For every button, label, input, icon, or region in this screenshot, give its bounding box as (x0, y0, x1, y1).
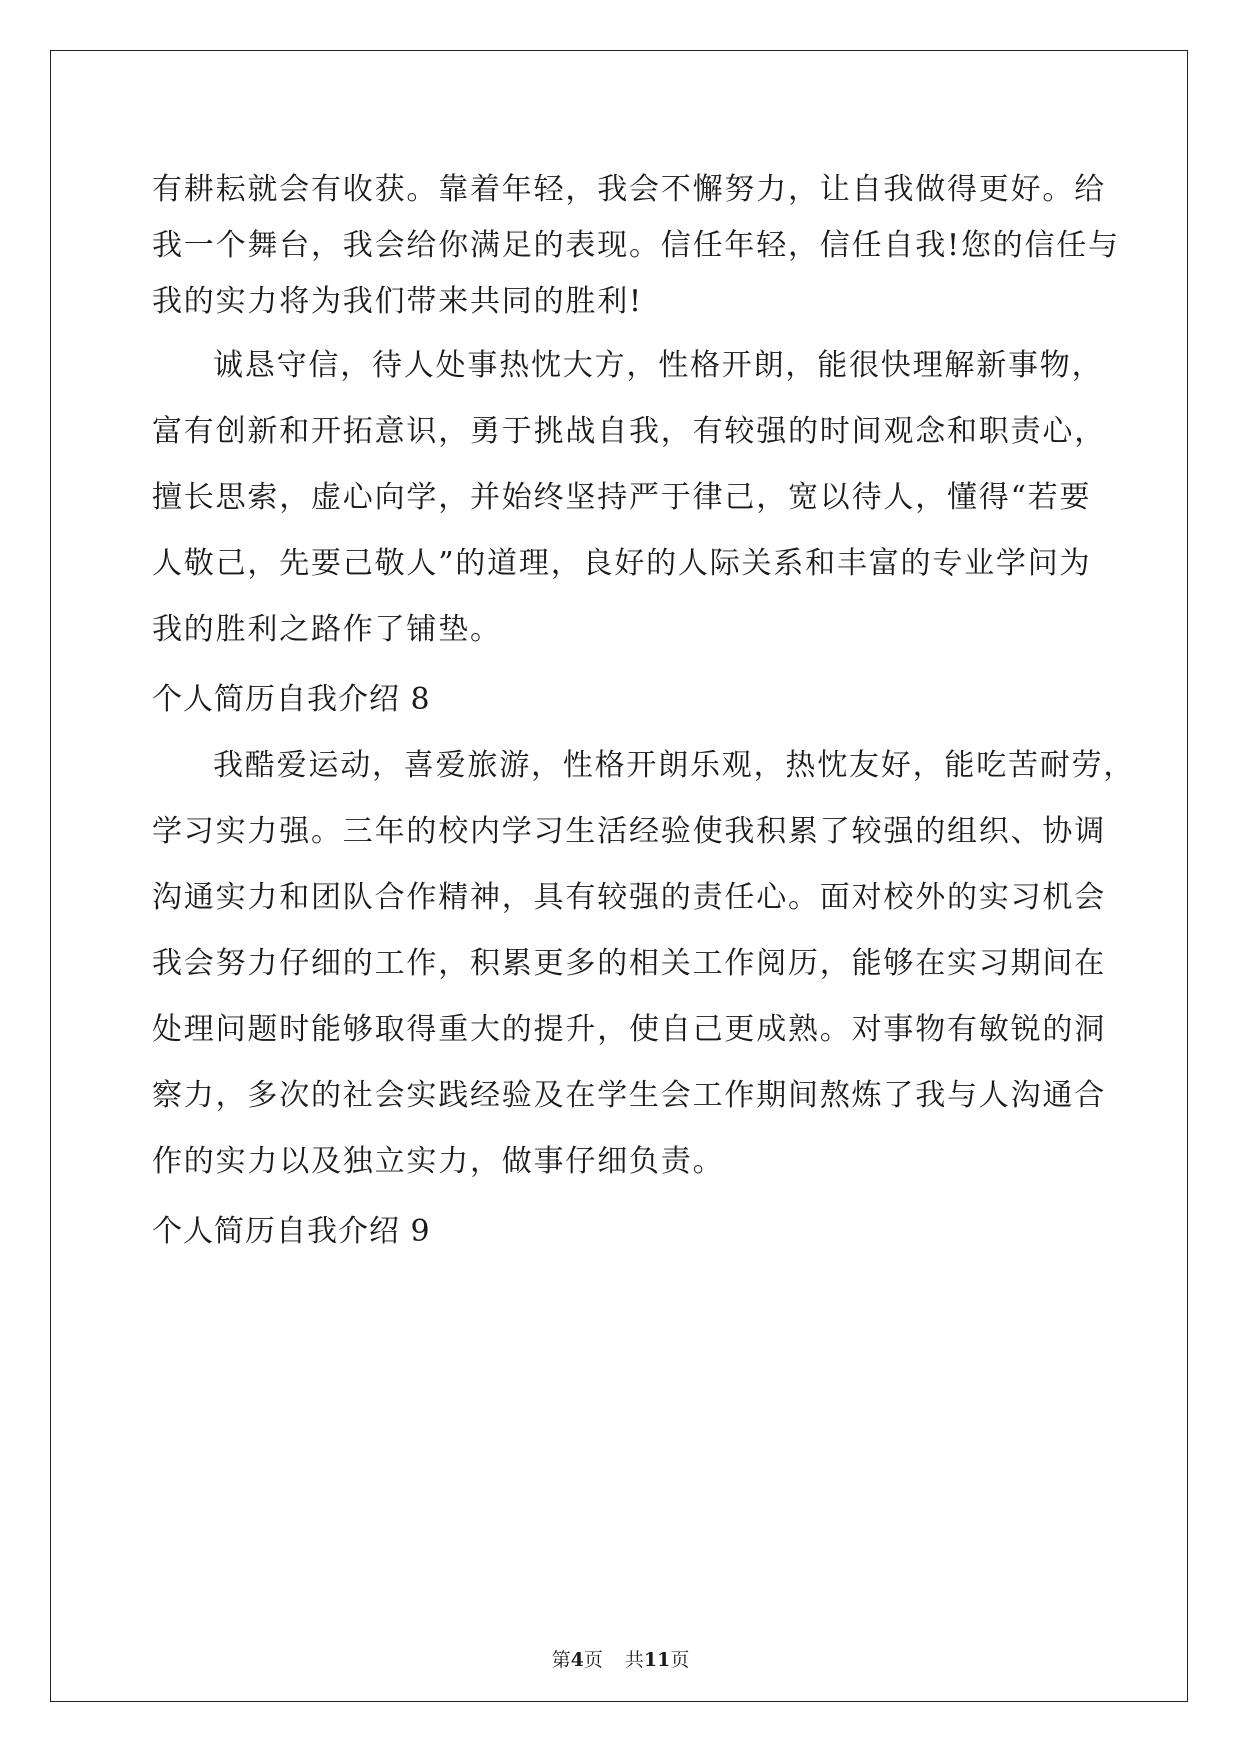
paragraph-line: 察力，多次的社会实践经验及在学生会工作期间熬炼了我与人沟通合 (152, 1078, 1106, 1113)
page-footer (0, 1648, 1241, 1672)
paragraph-line: 人敬己，先要己敬人”的道理，良好的人际关系和丰富的专业学问为 (152, 546, 1092, 581)
paragraph-line: 我的实力将为我们带来共同的胜利! (152, 284, 643, 319)
paragraph-line: 我一个舞台，我会给你满足的表现。信任年轻，信任自我!您的信任与 (152, 228, 1120, 263)
paragraph-line: 学习实力强。三年的校内学习生活经验使我积累了较强的组织、协调 (152, 814, 1106, 849)
section-heading: 个人简历自我介绍 9 (152, 1214, 431, 1249)
footer-page-number: 4 (570, 1649, 584, 1671)
paragraph-line: 处理问题时能够取得重大的提升，使自己更成熟。对事物有敏锐的洞 (152, 1012, 1106, 1047)
paragraph-line: 我的胜利之路作了铺垫。 (152, 612, 502, 647)
footer-total-suffix: 页 (670, 1649, 690, 1671)
paragraph-line: 我酷爱运动，喜爱旅游，性格开朗乐观，热忱友好，能吃苦耐劳， (213, 748, 1136, 783)
paragraph-line: 富有创新和开拓意识，勇于挑战自我，有较强的时间观念和职责心， (152, 414, 1106, 449)
paragraph-line: 擅长思索，虚心向学，并始终坚持严于律己，宽以待人，懂得“若要 (152, 480, 1092, 515)
footer-page-suffix: 页 (583, 1649, 603, 1671)
paragraph-line: 有耕耘就会有收获。靠着年轻，我会不懈努力，让自我做得更好。给 (152, 172, 1106, 207)
section-heading: 个人简历自我介绍 8 (152, 682, 431, 717)
paragraph-line: 沟通实力和团队合作精神，具有较强的责任心。面对校外的实习机会 (152, 880, 1106, 915)
footer-total-number: 11 (643, 1649, 671, 1671)
paragraph-line: 作的实力以及独立实力，做事仔细负责。 (152, 1144, 725, 1179)
paragraph-line: 我会努力仔细的工作，积累更多的相关工作阅历，能够在实习期间在 (152, 946, 1106, 981)
footer-page-prefix: 第 (551, 1649, 571, 1671)
footer-total-prefix: 共 (624, 1649, 644, 1671)
paragraph-line: 诚恳守信，待人处事热忱大方，性格开朗，能很快理解新事物， (213, 348, 1104, 383)
